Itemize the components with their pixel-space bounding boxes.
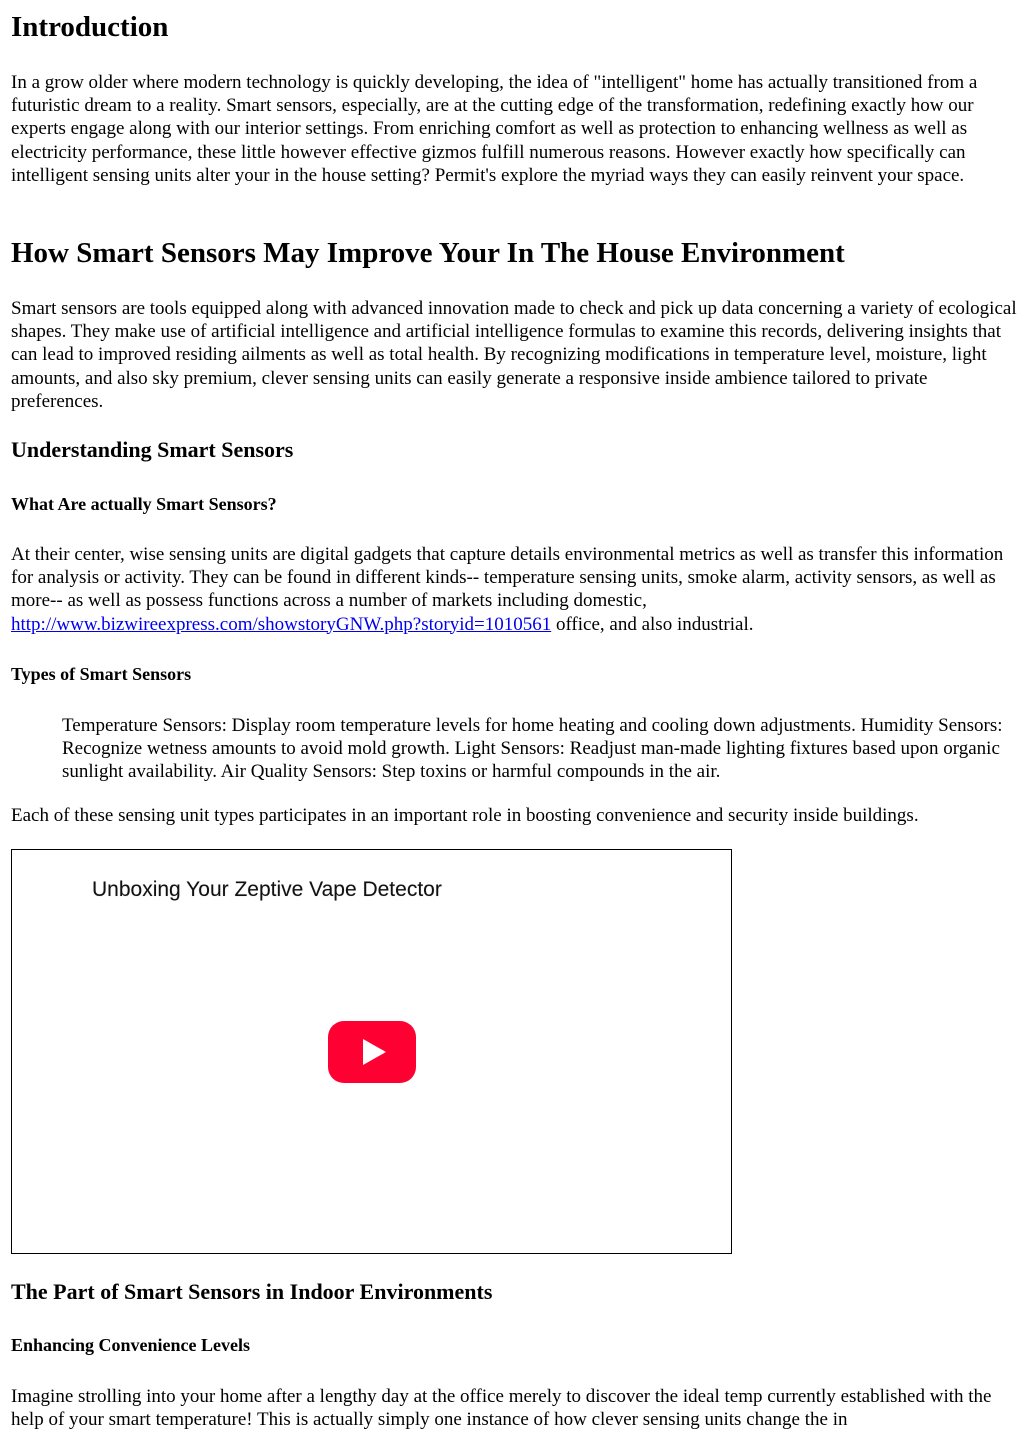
intro-paragraph: In a grow older where modern technology is quickly developing, the idea of "intelligent" home has actually transitioned from a futuristic dream to a reality. Smart sensors, especially, are at the cutting edge of the transformation, redefining exactly how our experts engage along with our interior settings. From enriching comfort as well as protection to enhancing wellness as well as electricity performance, these little however effective gizmos fulfill numerous reasons. However exactly how specifically can intelligent sensing units alter your in the house setting? Permit's explore the myriad ways they can easily reinvent your space. [11,72,978,186]
types-heading: Types of Smart Sensors [11,664,192,684]
understanding-heading: Understanding Smart Sensors [11,437,294,462]
what-paragraph [11,543,1017,636]
main-heading: How Smart Sensors May Improve Your In The House Environment [11,237,845,269]
youtube-play-icon[interactable] [328,1021,416,1083]
types-summary: Each of these sensing unit types participates in an important role in boosting convenience and security inside buildings. [11,805,919,826]
types-list: Temperature Sensors: Display room temperature levels for home heating and cooling down adjustments. Humidity Sensors: Recognize wetness amounts to avoid mold growth. Light Sensors: Readjust man-made lighting fixtures based upon organic sunlight availability. Air Quality Sensors: Step toxins or harmful compounds in the air. [62,715,1003,783]
what-heading: What Are actually Smart Sensors? [11,494,277,514]
what-paragraph-end: office, and also industrial. [555,613,754,635]
main-paragraph: Smart sensors are tools equipped along with advanced innovation made to check and pick up data concerning a variety of ecological shapes. They make use of artificial intelligence and artificial intelligence formulas to examine this records, delivering insights that can lead to improved residing ailments as well as total health. By recognizing modifications in temperature level, moisture, light amounts, and also sky premium, clever sensing units can easily generate a responsive inside ambience tailored to private preferences. [11,298,1017,412]
video-title[interactable]: Unboxing Your Zeptive Vape Detector [92,878,442,901]
bizwire-link[interactable]: http://www.bizwireexpress.com/showstoryGNW.php?storyid=1010561 [11,613,552,635]
part-heading: The Part of Smart Sensors in Indoor Environments [11,1279,493,1304]
convenience-heading: Enhancing Convenience Levels [11,1335,251,1355]
what-paragraph-text: At their center, wise sensing units are digital gadgets that capture details environmental metrics as well as transfer this information for analysis or activity. They can be found in different kinds-- temperature sensing units, smoke alarm, activity sensors, as well as more-- as well as possess functions across a number of markets including domestic, [11,544,1004,612]
convenience-paragraph: Imagine strolling into your home after a lengthy day at the office merely to discover the ideal temp currently established with the help of your smart temperature! This is actually simply one instance of how clever sensing units change the in [11,1386,992,1431]
video-embed[interactable] [11,849,732,1254]
intro-heading: Introduction [11,11,169,43]
